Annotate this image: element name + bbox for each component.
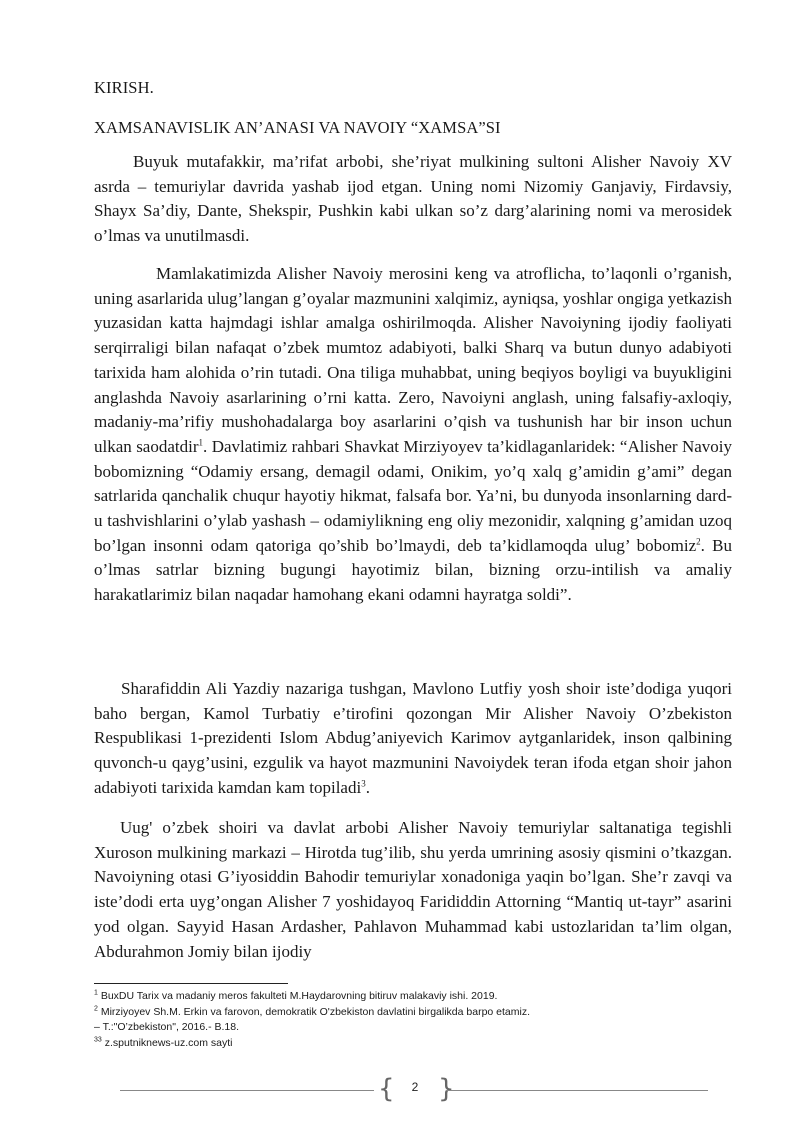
- footnote-text: z.sputniknews-uz.com sayti: [101, 1036, 233, 1049]
- paragraph-2: [94, 262, 732, 608]
- paragraph-4-text: Uug' o’zbek shoiri va davlat arbobi Alisher Navoiy temuriylar saltanatiga tegishli Xuroson mulkining markazi – Hirotda tug’ilib, shu yerda umrining asosiy qismini o’tkazgan. Navoiyning otasi G’iyosiddin Bahodir temuriylar xonadoniga yaqin bo’lgan. She’r zavqi va iste’dodi erta uyg’ongan Alisher 7 yoshidayoq Farididdin Attorning “Mantiq ut-tayr” asarini yod olgan. Sayyid Hasan Ardasher, Pahlavon Muhammad kabi ustozlaridan ta’lim olgan, Abdurahmon Jomiy bilan ijodiy: [94, 818, 732, 961]
- footnote-text: – T.:"O’zbekiston", 2016.- B.18.: [94, 1021, 240, 1034]
- paragraph-4: [94, 816, 732, 964]
- footnote-mark: 1: [94, 989, 98, 997]
- footnotes: [94, 989, 734, 1051]
- page-number: 2: [411, 1080, 419, 1094]
- page-footer: [120, 1074, 708, 1104]
- footnote-mark: 2: [94, 1005, 98, 1013]
- paragraph-1: [94, 150, 732, 249]
- footnote-mark: 33: [94, 1036, 102, 1044]
- paragraph-3-text-b: .: [365, 777, 370, 797]
- footnote-2-continued: [94, 1020, 734, 1036]
- footnote-ref-3[interactable]: 3: [361, 778, 366, 789]
- paragraph-3: [94, 677, 732, 801]
- right-brace-icon: }: [438, 1074, 455, 1104]
- footnote-separator: [94, 983, 288, 984]
- footnote-text: BuxDU Tarix va madaniy meros fakulteti M.Haydarovning bitiruv malakaviy ishi. 2019.: [97, 990, 498, 1002]
- footnote-text: Mirziyoyev Sh.M. Erkin va farovon, demokratik O'zbekiston davlatini birgalikda barpo etamiz.: [97, 1005, 531, 1018]
- footer-rule-right: [446, 1090, 708, 1091]
- intro-heading: KIRISH.: [94, 78, 154, 97]
- footnote-3: [94, 1036, 734, 1052]
- footnote-2: [94, 1005, 734, 1021]
- paragraph-2-text-c: . Bu o’lmas satrlar bizning bugungi hayotimiz bilan, bizning orzu-intilish va amaliy harakatlarimiz bilan naqadar hamohang ekani odamni hayratga soldi”.: [94, 535, 733, 605]
- paragraph-3-text-a: Sharafiddin Ali Yazdiy nazariga tushgan, Mavlono Lutfiy yosh shoir iste’dodiga yuqori baho bergan, Kamol Turbatiy e’tirofini qozongan Mir Alisher Navoiy O’zbekiston Respublikasi 1-prezidenti Islom Abdug’aniyevich Karimov aytganlaridek, inson qalbining quvonch-u qayg’usini, ezgulik va hayot mazmunini Navoiydek teran ifoda etgan shoir jahon adabiyoti tarixida kamdan kam topiladi: [94, 679, 732, 797]
- footnote-ref-2[interactable]: 2: [696, 536, 701, 547]
- paragraph-2-text-b: . Davlatimiz rahbari Shavkat Mirziyoyev ta’kidlaganlaridek: “Alisher Navoiy bobomizning “Odamiy ersang, demagil odami, Onikim, yo’q xalq g’amidin g’ami” degan satrlarida qanchalik chuqur hayotiy hikmat, falsafa bor. Ya’ni, bu dunyoda insonlarning dard-u tashvishlarini o’ylab yashash – odamiylikning eng oliy mezonidir, xalqning g’amidan uzoq bo’lgan insonni odam qatoriga qo’shib bo’lmaydi, deb ta’kidlamoqda ulug’ bobomiz: [94, 436, 732, 555]
- footnote-1: [94, 989, 734, 1005]
- footnote-ref-1[interactable]: 1: [198, 437, 204, 448]
- paragraph-1-text: Buyuk mutafakkir, ma’rifat arbobi, she’riyat mulkining sultoni Alisher Navoiy XV asrda – temuriylar davrida yashab ijod etgan. Uning nomi Nizomiy Ganjaviy, Firdavsiy, Shayx Sa’diy, Dante, Shekspir, Pushkin kabi ulkan so’z darg’alarining nomi va merosidek o’lmas va unutilmasdi.: [94, 152, 732, 246]
- paragraph-2-text-a: Mamlakatimizda Alisher Navoiy merosini keng va atroflicha, to’laqonli o’rganish, uning asarlarida ulug’langan g’oyalar mazmunini xalqimiz, ayniqsa, yoshlar ongiga yetkazish yuzasidan katta hajmdagi ishlar amalga oshirilmoqda. Alisher Navoiyning ijodiy faoliyati serqirraligi bilan nafaqat o’zbek mumtoz adabiyoti, balki Sharq va butun dunyo adabiyoti tarixida ham alohida o’rin tutadi. Ona tiliga muhabbat, uning beqiyos boyligi va buyukligini anglashda Navoiy asarlarining o’rni katta. Zero, Navoiyni anglash, uning falsafiy-axloqiy, madaniy-ma’rifiy mushohadalarga boy asarlarini o’qish va tushunish har bir inson uchun ulkan saodatdir: [94, 264, 732, 456]
- left-brace-icon: {: [378, 1074, 395, 1104]
- footer-rule-left: [120, 1090, 374, 1091]
- section-heading: XAMSANAVISLIK AN’ANASI VA NAVOIY “XAMSA”SI: [94, 118, 501, 137]
